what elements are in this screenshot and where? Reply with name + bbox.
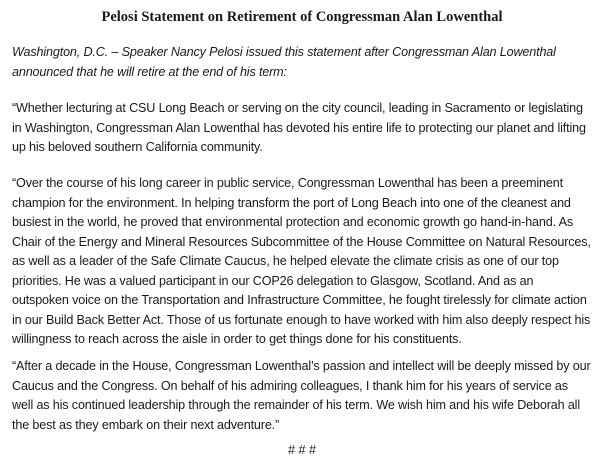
statement-intro: Washington, D.C. – Speaker Nancy Pelosi issued this statement after Congressman Alan Lowenthal announced that he will retire at the end of his term: <box>12 45 556 79</box>
statement-paragraph-1: “Whether lecturing at CSU Long Beach or serving on the city council, leading in Sacramento or legislating in Washington, Congressman Alan Lowenthal has devoted his entire life to protecting our planet and lifting up his beloved southern California community. <box>12 101 586 154</box>
statement-paragraph-3: “After a decade in the House, Congressman Lowenthal’s passion and intellect will be deeply missed by our Caucus and the Congress. On behalf of his admiring colleagues, I thank him for his years of service as well as his continued leadership through the remainder of his term. We wish him and his wife Deborah all the best as they embark on their next adventure.” <box>12 359 591 432</box>
end-mark: # # # <box>287 443 316 457</box>
statement-paragraph-2: “Over the course of his long career in public service, Congressman Lowenthal has been a preeminent champion for the environment. In helping transform the port of Long Beach into one of the cleanest and busiest in the world, he proved that environmental protection and economic growth go hand-in-hand. As Chair of the Energy and Mineral Resources Subcommittee of the House Committee on Natural Resources, as well as a leader of the Safe Climate Caucus, he helped elevate the climate crisis as one of our top priorities. He was a valued participant in our COP26 delegation to Glasgow, Scotland. And as an outspoken voice on the Transportation and Infrastructure Committee, he fought tirelessly for climate action in our Build Back Better Act. Those of us fortunate enough to have worked with him also deeply respect his willingness to reach across the aisle in order to get things done for his constituents. <box>12 176 591 346</box>
statement-title: Pelosi Statement on Retirement of Congressman Alan Lowenthal <box>101 9 503 25</box>
